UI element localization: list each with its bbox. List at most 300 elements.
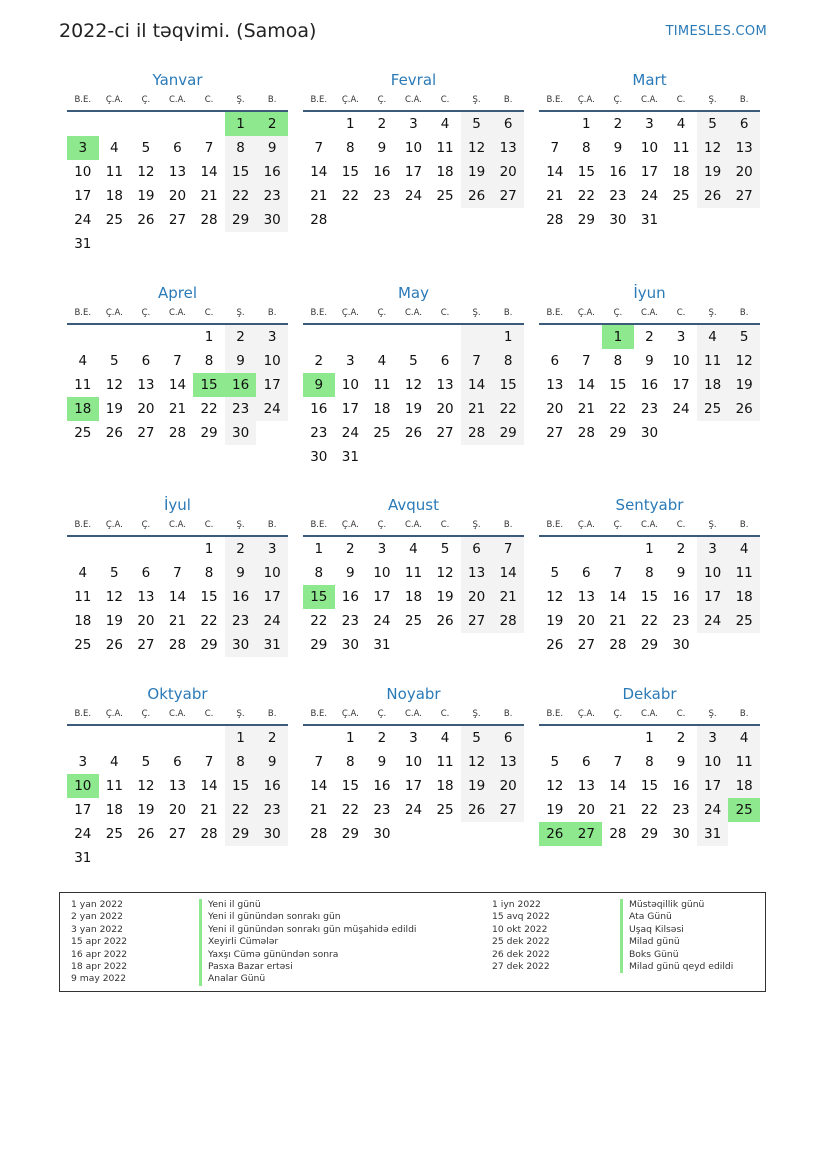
day-cell: 20 — [137, 613, 155, 629]
weekday-label: B.E. — [74, 520, 92, 530]
day-cell: 5 — [110, 565, 119, 581]
day-cell: 23 — [672, 802, 690, 818]
empty-cell — [303, 112, 335, 136]
holiday-name: Pasxa Bazar ertəsi — [199, 961, 293, 973]
day-cell: 19 — [461, 774, 493, 798]
day-cell: 31 — [74, 850, 92, 866]
day-cell: 8 — [645, 565, 654, 581]
month-block — [303, 495, 524, 657]
day-cell: 27 — [492, 798, 524, 822]
day-cell: 9 — [225, 561, 257, 585]
day-cell: 14 — [492, 561, 524, 585]
month-block — [303, 283, 524, 469]
day-cell: 4 — [440, 116, 450, 132]
day-cell: 14 — [200, 164, 218, 180]
legend-row — [492, 911, 733, 923]
legend-row — [71, 924, 417, 936]
day-cell: 12 — [137, 164, 155, 180]
day-cell: 12 — [105, 589, 123, 605]
day-cell: 21 — [200, 188, 218, 204]
day-cell: 5 — [440, 541, 450, 557]
weekday-label: C. — [204, 95, 214, 105]
day-cell: 20 — [492, 160, 524, 184]
day-cell: 28 — [577, 425, 595, 441]
day-cell: 17 — [74, 188, 92, 204]
day-cell: 3 — [409, 116, 418, 132]
day-cell: 10 — [640, 140, 659, 156]
day-cell: 24 — [672, 401, 690, 417]
weekday-label: B. — [267, 308, 277, 318]
day-cell: 16 — [672, 778, 690, 794]
weekday-label: Ş. — [472, 520, 481, 530]
day-cell: 5 — [550, 754, 560, 770]
day-cell: 2 — [676, 730, 686, 746]
weekday-label: Ç.A. — [341, 520, 359, 530]
day-cell: 27 — [546, 425, 564, 441]
day-cell: 16 — [609, 164, 627, 180]
day-cell: 11 — [105, 778, 123, 794]
day-cell: 29 — [200, 425, 218, 441]
day-cell: 3 — [377, 541, 387, 557]
day-cell: 14 — [168, 589, 187, 605]
weekday-label: C.A. — [640, 95, 658, 105]
day-cell: 24 — [74, 212, 92, 228]
holiday-date: 10 okt 2022 — [492, 923, 548, 935]
day-cell: 28 — [546, 212, 564, 228]
day-cell: 1 — [346, 730, 355, 746]
day-cell: 3 — [697, 537, 729, 561]
day-cell: 21 — [492, 585, 524, 609]
weekday-header — [67, 90, 288, 112]
holiday-day-cell: 25 — [728, 798, 760, 822]
day-cell: 4 — [676, 116, 686, 132]
weekday-label: Ç. — [377, 709, 387, 719]
empty-cell — [539, 325, 571, 349]
weekday-label: Ç.A. — [341, 308, 359, 318]
empty-cell — [130, 726, 162, 750]
day-cell: 7 — [314, 754, 324, 770]
day-cell: 15 — [640, 589, 659, 605]
day-cell: 1 — [225, 726, 257, 750]
day-cell: 20 — [168, 188, 187, 204]
weekday-label: C.A. — [640, 709, 658, 719]
day-cell: 30 — [256, 822, 288, 846]
day-cell: 10 — [404, 140, 423, 156]
day-cell: 29 — [225, 822, 257, 846]
day-cell: 24 — [373, 613, 391, 629]
day-cell: 28 — [168, 425, 187, 441]
weekday-label: B. — [503, 709, 513, 719]
day-cell: 23 — [373, 802, 391, 818]
day-cell: 13 — [728, 136, 760, 160]
day-cell: 24 — [697, 798, 729, 822]
day-cell: 29 — [492, 421, 524, 445]
weekday-label: C. — [676, 520, 686, 530]
day-cell: 29 — [609, 425, 627, 441]
day-cell: 22 — [200, 613, 218, 629]
day-cell: 5 — [141, 140, 151, 156]
day-cell: 1 — [645, 541, 654, 557]
day-cell: 6 — [492, 112, 524, 136]
day-cell: 12 — [546, 778, 564, 794]
holiday-day-cell: 18 — [67, 397, 99, 421]
empty-cell — [571, 726, 603, 750]
month-name: Sentyabr — [615, 496, 684, 514]
day-cell: 30 — [640, 425, 659, 441]
day-cell: 22 — [341, 188, 359, 204]
weekday-label: Ç.A. — [577, 520, 595, 530]
day-cell: 25 — [672, 188, 690, 204]
weekday-label: Ç.A. — [577, 95, 595, 105]
holiday-legend — [59, 892, 766, 992]
weekday-label: Ş. — [708, 95, 717, 105]
month-block — [303, 70, 524, 232]
day-cell: 11 — [436, 754, 454, 770]
weekday-label: Ç.A. — [341, 95, 359, 105]
day-cell: 2 — [225, 537, 257, 561]
day-cell: 27 — [461, 609, 493, 633]
day-cell: 16 — [672, 589, 690, 605]
weekday-label: B. — [267, 709, 277, 719]
empty-cell — [602, 726, 634, 750]
holiday-day-cell: 27 — [571, 822, 603, 846]
day-cell: 19 — [404, 401, 423, 417]
day-cell: 1 — [204, 541, 214, 557]
legend-row — [492, 936, 733, 948]
day-grid — [67, 726, 288, 870]
day-cell: 26 — [697, 184, 729, 208]
day-cell: 26 — [546, 637, 564, 653]
weekday-label: Ş. — [472, 308, 481, 318]
holiday-name: Analar Günü — [199, 973, 265, 985]
day-cell: 15 — [492, 373, 524, 397]
day-cell: 1 — [492, 325, 524, 349]
empty-cell — [130, 325, 162, 349]
day-cell: 30 — [310, 449, 328, 465]
day-grid — [67, 325, 288, 445]
day-cell: 6 — [440, 353, 450, 369]
day-cell: 12 — [404, 377, 423, 393]
weekday-label: B. — [503, 95, 513, 105]
day-cell: 30 — [256, 208, 288, 232]
day-cell: 7 — [173, 565, 182, 581]
legend-row — [71, 936, 417, 948]
holiday-date: 3 yan 2022 — [71, 923, 123, 935]
day-cell: 24 — [256, 397, 288, 421]
day-cell: 26 — [137, 826, 155, 842]
empty-cell — [162, 112, 194, 136]
holiday-name: Uşaq Kilsəsi — [620, 924, 684, 936]
day-cell: 28 — [492, 609, 524, 633]
day-cell: 21 — [461, 397, 493, 421]
weekday-label: B. — [503, 520, 513, 530]
day-cell: 30 — [225, 421, 257, 445]
weekday-label: C. — [204, 308, 214, 318]
day-cell: 15 — [609, 377, 627, 393]
holiday-day-cell: 15 — [303, 585, 335, 609]
day-cell: 10 — [404, 754, 423, 770]
day-cell: 12 — [461, 750, 493, 774]
day-cell: 19 — [137, 188, 155, 204]
weekday-label: B.E. — [546, 95, 564, 105]
holiday-date: 16 apr 2022 — [71, 948, 128, 960]
day-cell: 9 — [676, 565, 686, 581]
day-cell: 13 — [492, 750, 524, 774]
day-cell: 28 — [609, 826, 627, 842]
weekday-label: C.A. — [404, 520, 422, 530]
day-cell: 12 — [461, 136, 493, 160]
empty-cell — [67, 112, 99, 136]
day-cell: 25 — [105, 212, 123, 228]
day-cell: 7 — [492, 537, 524, 561]
holiday-date: 27 dek 2022 — [492, 960, 550, 972]
month-name: Mart — [632, 71, 667, 89]
weekday-label: Ç. — [141, 95, 151, 105]
day-cell: 30 — [225, 633, 257, 657]
day-cell: 26 — [461, 184, 493, 208]
month-block — [539, 70, 760, 232]
day-cell: 9 — [377, 754, 387, 770]
day-cell: 26 — [105, 425, 123, 441]
day-cell: 16 — [373, 164, 391, 180]
day-cell: 20 — [168, 802, 187, 818]
day-cell: 17 — [373, 589, 391, 605]
day-cell: 4 — [78, 565, 88, 581]
day-cell: 18 — [373, 401, 391, 417]
weekday-label: Ç. — [377, 308, 387, 318]
holiday-date: 26 dek 2022 — [492, 948, 550, 960]
day-cell: 7 — [613, 565, 623, 581]
weekday-label: Ş. — [236, 709, 245, 719]
holiday-day-cell: 9 — [303, 373, 335, 397]
empty-cell — [539, 537, 571, 561]
day-cell: 9 — [346, 565, 355, 581]
holiday-name: Yeni il günündən sonrakı gün müşahidə edildi — [199, 924, 417, 936]
day-cell: 6 — [492, 726, 524, 750]
day-cell: 19 — [436, 589, 454, 605]
day-cell: 16 — [341, 589, 359, 605]
legend-row — [492, 961, 733, 973]
month-name: May — [397, 284, 429, 302]
day-cell: 28 — [310, 212, 328, 228]
weekday-label: C.A. — [168, 95, 186, 105]
day-cell: 18 — [105, 188, 123, 204]
day-cell: 15 — [200, 589, 218, 605]
empty-cell — [162, 325, 194, 349]
empty-cell — [67, 325, 99, 349]
weekday-label: Ç. — [613, 308, 623, 318]
weekday-label: B.E. — [74, 709, 92, 719]
weekday-label: B.E. — [546, 520, 564, 530]
day-cell: 27 — [168, 826, 187, 842]
day-cell: 12 — [436, 565, 454, 581]
day-cell: 31 — [373, 637, 391, 653]
day-cell: 20 — [546, 401, 564, 417]
month-block — [67, 70, 288, 256]
weekday-label: Ç.A. — [105, 709, 123, 719]
day-cell: 23 — [256, 184, 288, 208]
day-cell: 19 — [728, 373, 760, 397]
day-cell: 12 — [105, 377, 123, 393]
day-cell: 28 — [609, 637, 627, 653]
day-cell: 6 — [582, 754, 591, 770]
day-cell: 26 — [461, 798, 493, 822]
weekday-label: B. — [503, 308, 513, 318]
legend-row — [71, 899, 417, 911]
day-cell: 7 — [461, 349, 493, 373]
day-cell: 21 — [310, 188, 328, 204]
day-cell: 20 — [577, 802, 595, 818]
holiday-name: Boks Günü — [620, 949, 679, 961]
day-cell: 14 — [461, 373, 493, 397]
day-cell: 26 — [404, 425, 423, 441]
day-cell: 3 — [346, 353, 355, 369]
day-cell: 2 — [346, 541, 355, 557]
holiday-date: 1 yan 2022 — [71, 899, 123, 910]
day-cell: 8 — [492, 349, 524, 373]
day-cell: 6 — [141, 353, 151, 369]
holiday-name: Milad günü qeyd edildi — [620, 961, 733, 973]
day-cell: 19 — [137, 802, 155, 818]
day-cell: 7 — [550, 140, 560, 156]
day-cell: 6 — [141, 565, 151, 581]
month-block — [67, 495, 288, 657]
day-cell: 4 — [110, 754, 119, 770]
day-cell: 24 — [697, 609, 729, 633]
weekday-label: Ç. — [141, 709, 151, 719]
day-cell: 16 — [310, 401, 328, 417]
holiday-date: 25 dek 2022 — [492, 936, 550, 948]
weekday-label: C.A. — [168, 308, 186, 318]
empty-cell — [162, 537, 194, 561]
day-grid — [303, 537, 524, 657]
weekday-label: B.E. — [310, 95, 328, 105]
month-block — [539, 495, 760, 657]
day-cell: 15 — [341, 778, 359, 794]
day-cell: 25 — [697, 397, 729, 421]
day-cell: 3 — [676, 329, 686, 345]
day-cell: 10 — [256, 561, 288, 585]
day-cell: 10 — [74, 164, 92, 180]
legend-row — [492, 899, 733, 911]
day-cell: 12 — [546, 589, 564, 605]
legend-row — [492, 924, 733, 936]
day-cell: 22 — [225, 184, 257, 208]
empty-cell — [461, 325, 493, 349]
day-cell: 21 — [168, 401, 187, 417]
weekday-label: Ç. — [613, 520, 623, 530]
holiday-day-cell: 3 — [67, 136, 99, 160]
holiday-date: 15 apr 2022 — [71, 936, 128, 948]
day-cell: 13 — [546, 377, 564, 393]
holiday-name: Yeni il günü — [199, 899, 261, 911]
day-cell: 22 — [200, 401, 218, 417]
day-cell: 1 — [346, 116, 355, 132]
day-cell: 15 — [225, 774, 257, 798]
day-cell: 14 — [168, 377, 187, 393]
day-cell: 25 — [728, 609, 760, 633]
day-cell: 4 — [728, 726, 760, 750]
day-cell: 24 — [256, 609, 288, 633]
day-cell: 31 — [74, 236, 92, 252]
weekday-label: Ş. — [708, 308, 717, 318]
day-cell: 23 — [310, 425, 328, 441]
weekday-label: Ç. — [377, 520, 387, 530]
legend-row — [71, 911, 417, 923]
weekday-label: C. — [676, 308, 686, 318]
day-cell: 18 — [105, 802, 123, 818]
day-cell: 7 — [582, 353, 591, 369]
weekday-label: Ç. — [141, 520, 151, 530]
day-cell: 17 — [697, 585, 729, 609]
day-cell: 9 — [676, 754, 686, 770]
empty-cell — [539, 726, 571, 750]
day-cell: 9 — [645, 353, 654, 369]
day-cell: 13 — [461, 561, 493, 585]
day-cell: 26 — [728, 397, 760, 421]
holiday-day-cell: 26 — [539, 822, 571, 846]
day-cell: 13 — [168, 778, 187, 794]
day-cell: 20 — [492, 774, 524, 798]
empty-cell — [571, 325, 603, 349]
holiday-date: 9 may 2022 — [71, 973, 127, 985]
brand-link[interactable]: TIMESLES.COM — [665, 24, 767, 39]
day-cell: 3 — [78, 754, 88, 770]
weekday-label: C.A. — [404, 95, 422, 105]
day-cell: 1 — [645, 730, 654, 746]
month-name: Yanvar — [152, 71, 203, 89]
day-cell: 8 — [582, 140, 591, 156]
day-cell: 24 — [341, 425, 359, 441]
day-cell: 11 — [672, 140, 690, 156]
day-cell: 1 — [204, 329, 214, 345]
empty-cell — [162, 726, 194, 750]
weekday-label: B.E. — [310, 520, 328, 530]
day-cell: 22 — [310, 613, 328, 629]
empty-cell — [429, 325, 461, 349]
day-grid — [539, 726, 760, 846]
day-cell: 2 — [377, 116, 387, 132]
day-cell: 10 — [341, 377, 359, 393]
day-cell: 31 — [341, 449, 359, 465]
holiday-day-cell: 15 — [193, 373, 225, 397]
weekday-label: B. — [267, 95, 277, 105]
weekday-header — [539, 90, 760, 112]
day-cell: 20 — [577, 613, 595, 629]
weekday-label: Ç.A. — [105, 520, 123, 530]
legend-column-left — [71, 899, 417, 986]
day-cell: 23 — [256, 798, 288, 822]
day-cell: 21 — [168, 613, 187, 629]
weekday-label: C. — [676, 709, 686, 719]
day-cell: 10 — [256, 349, 288, 373]
month-block — [67, 283, 288, 445]
day-cell: 27 — [728, 184, 760, 208]
day-cell: 18 — [672, 164, 690, 180]
day-cell: 16 — [256, 774, 288, 798]
weekday-header — [67, 303, 288, 325]
month-block — [303, 684, 524, 846]
day-cell: 27 — [137, 637, 155, 653]
weekday-label: C. — [204, 709, 214, 719]
day-cell: 30 — [609, 212, 627, 228]
weekday-label: C. — [440, 520, 450, 530]
day-cell: 14 — [609, 589, 627, 605]
day-cell: 26 — [137, 212, 155, 228]
day-cell: 11 — [373, 377, 391, 393]
weekday-label: B.E. — [546, 709, 564, 719]
day-cell: 24 — [404, 802, 423, 818]
